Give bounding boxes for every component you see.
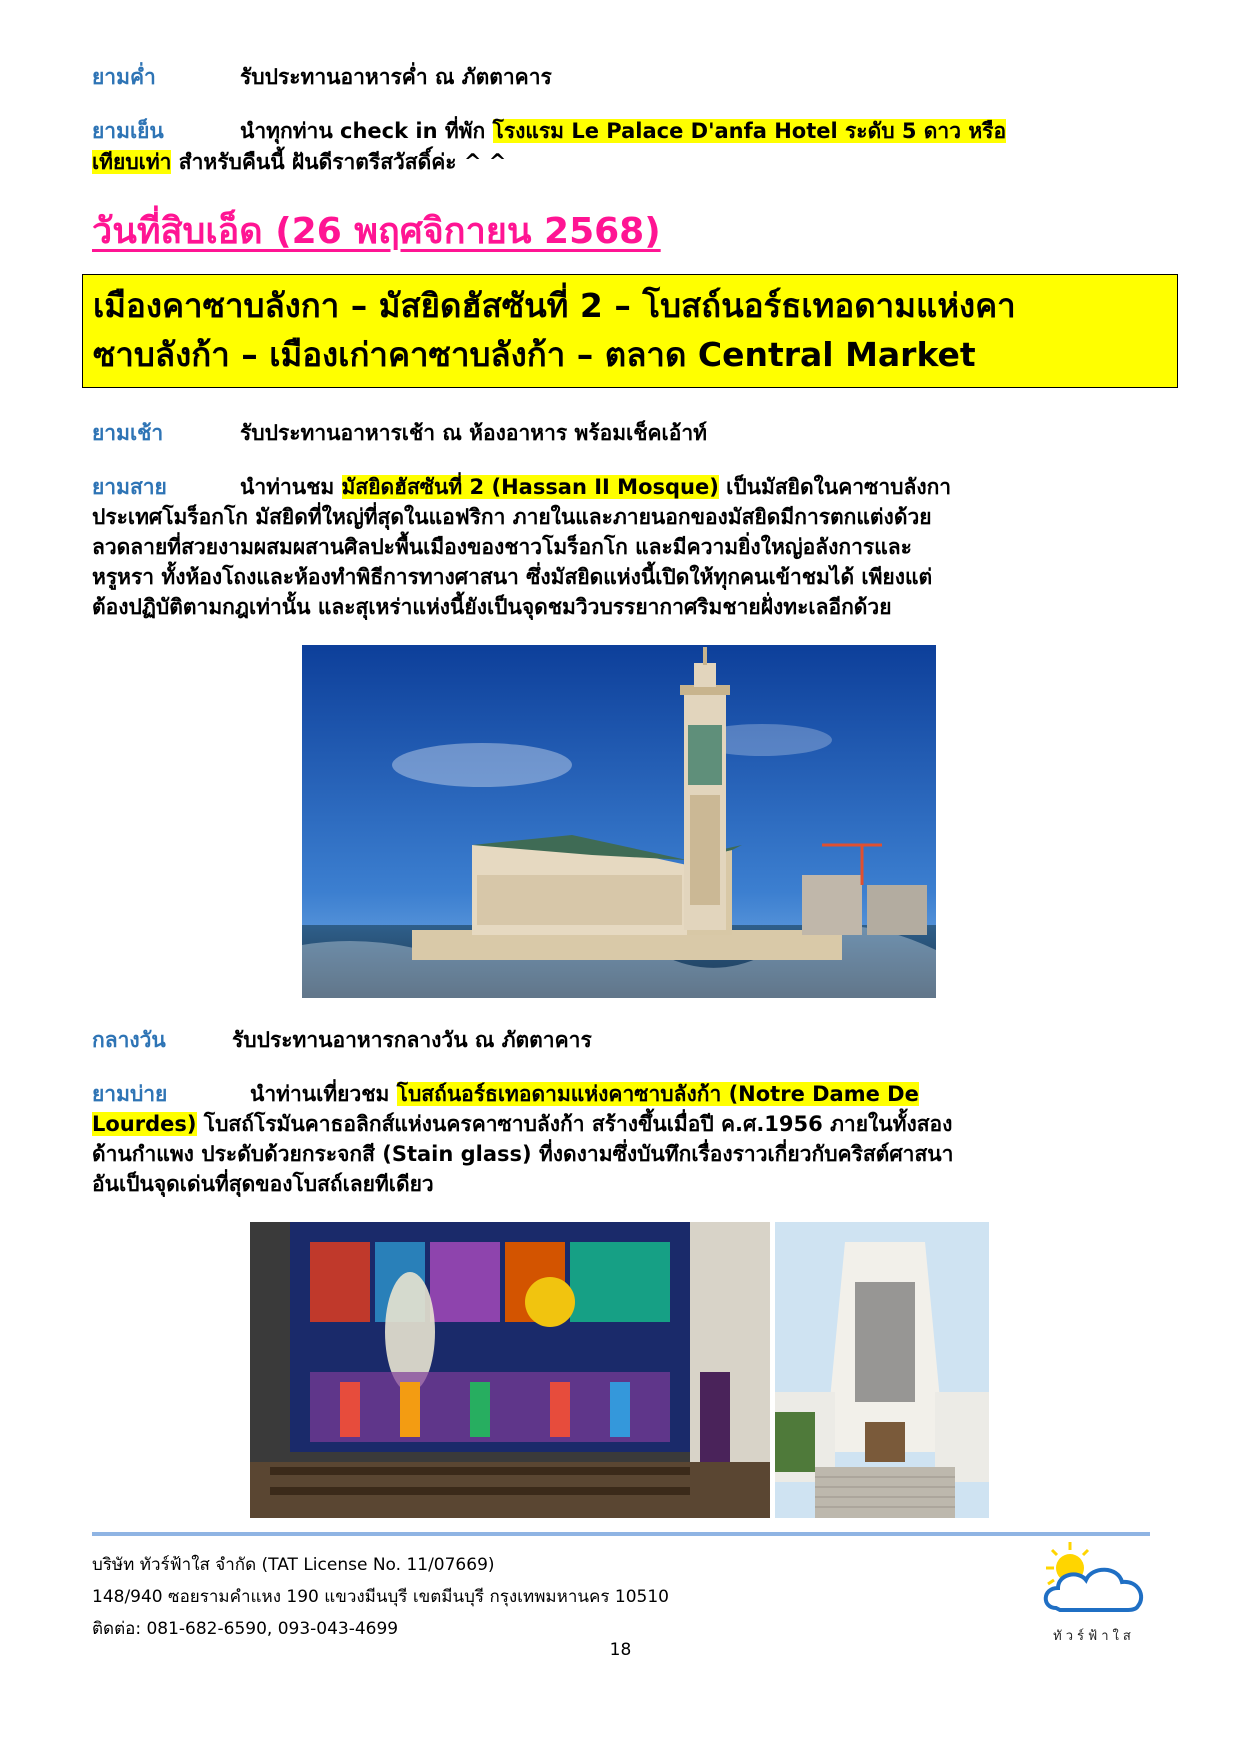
dinner-row [92,62,552,92]
evening-text-2: สำหรับคืนนี้ ฝันดีราตรีสวัสดิ์ค่ะ ^ ^ [171,150,507,174]
afternoon-label: ยามบ่าย [92,1082,168,1106]
breakfast-text: รับประทานอาหารเช้า ณ ห้องอาหาร พร้อมเช็คเอ้าท์ [240,421,707,445]
breakfast-row [92,418,707,448]
day-title: วันที่สิบเอ็ด (26 พฤศจิกายน 2568) [92,211,661,252]
mosque-highlight: มัสยิดฮัสซันที่ 2 (Hassan II Mosque) [341,475,719,499]
afternoon-paragraph [92,1079,953,1199]
late-morning-label: ยามสาย [92,475,167,499]
afternoon-line-2: ด้านกำแพง ประดับด้วยกระจกสี (Stain glass) ที่งดงามซึ่งบันทึกเรื่องราวเกี่ยวกับคริสต์ศาสนา [92,1142,954,1166]
late-morning-paragraph [92,472,951,622]
dinner-label: ยามค่ำ [92,65,156,89]
footer-address: 148/940 ซอยรามคำแหง 190 แขวงมีนบุรี เขตมีนบุรี กรุงเทพมหานคร 10510 [92,1587,669,1607]
footer-divider [92,1532,1150,1536]
route-line-1: เมืองคาซาบลังกา – มัสยิดฮัสซันที่ 2 – โบสถ์นอร์ธเทอดามแห่งคา [93,286,1016,325]
footer-contact: ติดต่อ: 081-682-6590, 093-043-4699 [92,1619,399,1639]
afternoon-line-1 [92,1109,953,1139]
afternoon-lead: นำท่านเที่ยวชม [250,1082,397,1106]
late-morning-tail: เป็นมัสยิดในคาซาบลังกา [718,475,952,499]
logo-text: ทัวร์ฟ้าใส [1053,1629,1135,1644]
evening-row [92,116,1006,146]
route-box [82,274,1178,388]
page-number: 18 [609,1640,632,1660]
evening-row-2 [92,147,506,177]
afternoon-line-3: อันเป็นจุดเด่นที่สุดของโบสถ์เลยทีเดียว [92,1172,434,1196]
stained-glass-photo [250,1222,770,1518]
lunch-row [92,1025,592,1055]
late-morning-line-3: หรูหรา ทั้งห้องโถงและห้องทำพิธีการทางศาสนา ซึ่งมัสยิดแห่งนี้เปิดให้ทุกคนเข้าชมได้ เพียงแต่ [92,565,933,589]
evening-label: ยามเย็น [92,119,164,143]
late-morning-lead: นำท่านชม [240,475,342,499]
afternoon-tail: โบสถ์โรมันคาธอลิกส์แห่งนครคาซาบลังก้า สร้างขึ้นเมื่อปี ค.ศ.1956 ภายในทั้งสอง [196,1112,953,1136]
church-exterior-photo [775,1222,989,1518]
footer-company: บริษัท ทัวร์ฟ้าใส จำกัด (TAT License No. 11/07669) [92,1555,495,1575]
evening-text: นำทุกท่าน check in ที่พัก [240,119,493,143]
late-morning-line-2: ลวดลายที่สวยงามผสมผสานศิลปะพื้นเมืองของชาวโมร็อกโก และมีความยิ่งใหญ่อลังการและ [92,535,912,559]
afternoon-line-0 [92,1079,953,1109]
late-morning-line-4: ต้องปฏิบัติตามกฎเท่านั้น และสุเหร่าแห่งนี้ยังเป็นจุดชมวิวบรรยากาศริมชายฝั่งทะเลอีกด้วย [92,595,892,619]
cloud-sun-icon [1034,1536,1154,1626]
church-highlight: โบสถ์นอร์ธเทอดามแห่งคาซาบลังก้า (Notre Dame De [396,1082,919,1106]
hotel-highlight: โรงแรม Le Palace D'anfa Hotel ระดับ 5 ดาว หรือ [492,119,1007,143]
hassan-ii-mosque-photo [302,645,936,998]
lunch-label: กลางวัน [92,1028,166,1052]
route-line-2: ซาบลังก้า – เมืองเก่าคาซาบลังก้า – ตลาด Central Market [93,335,976,374]
late-morning-line-1: ประเทศโมร็อกโก มัสยิดที่ใหญ่ที่สุดในแอฟริกา ภายในและภายนอกของมัสยิดมีการตกแต่งด้วย [92,505,932,529]
breakfast-label: ยามเช้า [92,421,164,445]
lunch-text: รับประทานอาหารกลางวัน ณ ภัตตาคาร [232,1028,592,1052]
hotel-highlight-2: เทียบเท่า [92,150,172,174]
church-highlight-2: Lourdes) [92,1112,197,1136]
late-morning-line-0 [92,472,951,502]
dinner-text: รับประทานอาหารค่ำ ณ ภัตตาคาร [240,65,552,89]
